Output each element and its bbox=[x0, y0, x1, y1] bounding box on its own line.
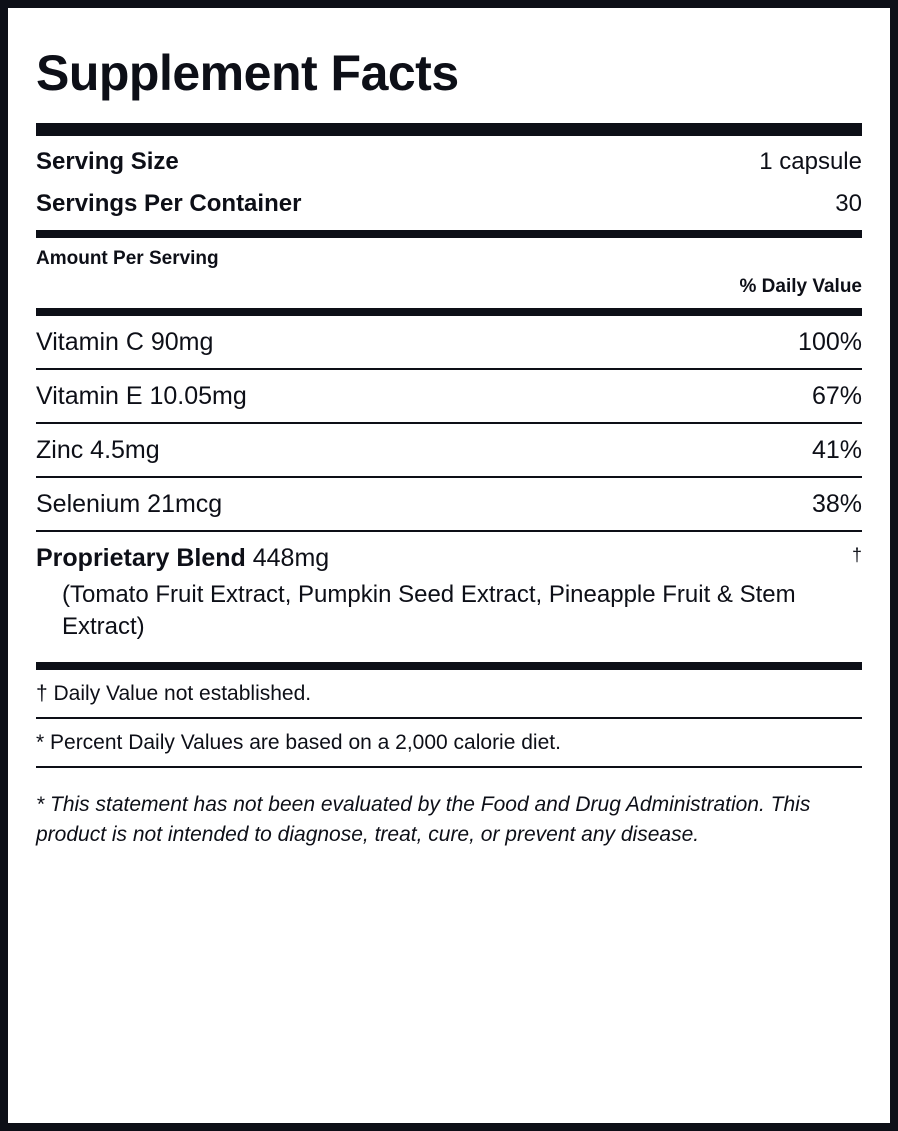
nutrient-row bbox=[36, 370, 862, 422]
fda-disclaimer: * This statement has not been evaluated by the Food and Drug Administration. This product is not intended to diagnose, treat, cure, or prevent any disease. bbox=[36, 792, 811, 847]
nutrient-name: Zinc 4.5mg bbox=[36, 436, 160, 464]
proprietary-blend-dv: † bbox=[851, 545, 862, 565]
nutrient-name: Vitamin E 10.05mg bbox=[36, 382, 247, 410]
proprietary-blend-block bbox=[36, 532, 862, 662]
servings-per-container-row bbox=[36, 182, 862, 224]
serving-size-row bbox=[36, 140, 862, 182]
divider-thick-top bbox=[36, 123, 862, 136]
servings-per-container-value: 30 bbox=[835, 190, 862, 217]
nutrient-row bbox=[36, 424, 862, 476]
divider-after-serving bbox=[36, 230, 862, 238]
serving-info-block bbox=[36, 136, 862, 230]
page-title: Supplement Facts bbox=[36, 45, 459, 101]
amount-per-serving-label: Amount Per Serving bbox=[36, 248, 219, 269]
nutrient-row bbox=[36, 316, 862, 368]
proprietary-blend-row bbox=[36, 544, 862, 573]
nutrient-name: Selenium 21mcg bbox=[36, 490, 223, 518]
nutrient-name: Vitamin C 90mg bbox=[36, 328, 214, 356]
proprietary-blend-name: Proprietary Blend 448mg bbox=[36, 544, 330, 572]
footnote-percent-dv: * Percent Daily Values are based on a 2,000 calorie diet. bbox=[36, 730, 561, 754]
nutrient-dv: 67% bbox=[811, 382, 862, 410]
proprietary-blend-amount: 448mg bbox=[252, 544, 330, 572]
daily-value-header: % Daily Value bbox=[739, 276, 862, 297]
proprietary-blend-ingredients: (Tomato Fruit Extract, Pumpkin Seed Extract, Pineapple Fruit & Stem Extract) bbox=[62, 581, 796, 641]
nutrient-dv: 38% bbox=[811, 490, 862, 518]
serving-size-value: 1 capsule bbox=[759, 148, 862, 175]
nutrient-dv: 41% bbox=[811, 436, 862, 464]
footnote-dagger: † Daily Value not established. bbox=[36, 681, 312, 705]
servings-per-container-label: Servings Per Container bbox=[36, 190, 302, 217]
serving-size-label: Serving Size bbox=[36, 148, 179, 175]
nutrient-row bbox=[36, 478, 862, 530]
divider-before-nutrients bbox=[36, 308, 862, 316]
nutrient-dv: 100% bbox=[798, 328, 862, 356]
divider-before-footnotes bbox=[36, 662, 862, 670]
